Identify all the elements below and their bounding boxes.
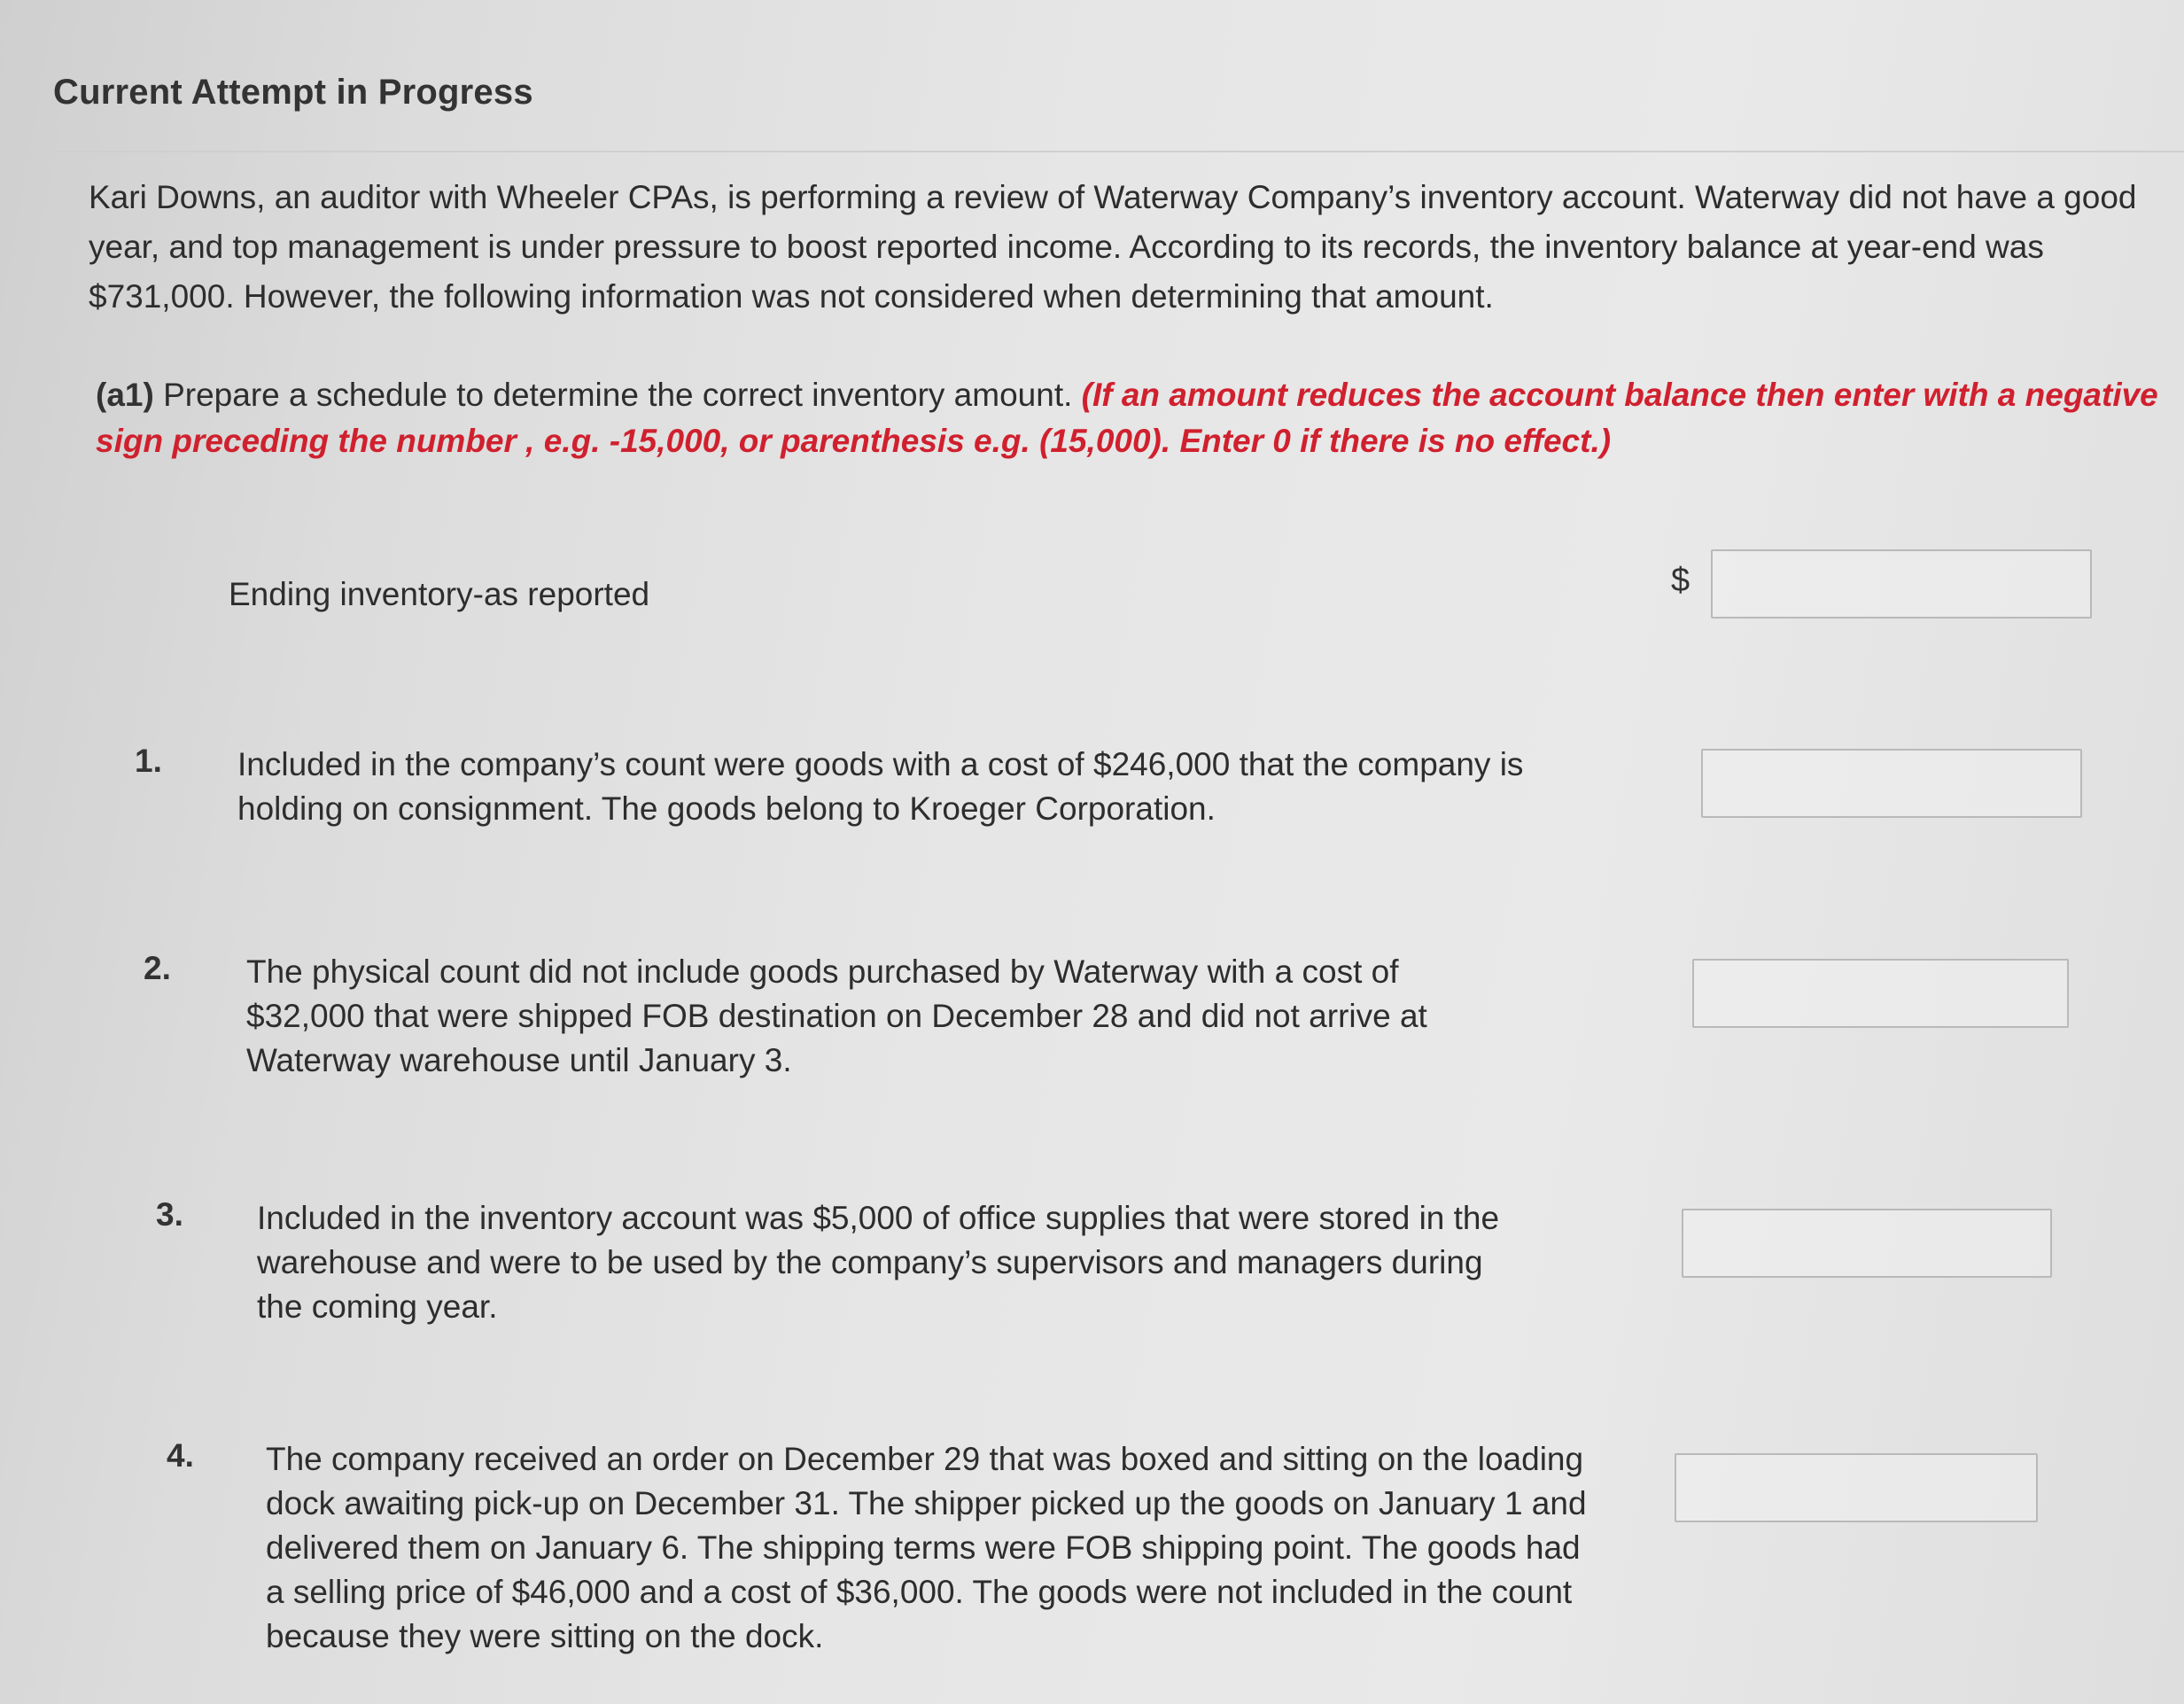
item-text: Included in the inventory account was $5,000 of office supplies that were stored in the warehouse and were to be used by the company’s supervisors and managers during the coming year. (257, 1200, 1500, 1325)
part-instructions (96, 372, 2160, 464)
item-text: Included in the company’s count were goods with a cost of $246,000 that the company is holding on consignment. The goods belong to Kroeger Corporation. (237, 746, 1524, 827)
item-text: The physical count did not include goods purchased by Waterway with a cost of $32,000 that were shipped FOB destination on December 28 and did not arrive at Waterway warehouse until January 3. (246, 953, 1427, 1078)
item-text: The company received an order on December 29 that was boxed and sitting on the loading dock awaiting pick-up on December 31. The shipper picked up the goods on January 1 and delivered them on January 6. The shipping terms were FOB shipping point. The goods had a selling price of $46,000 and a cost of $36,000. The goods were not included in the count because they were sitting on the dock. (266, 1441, 1587, 1654)
item-4-amount-input[interactable] (1675, 1453, 2038, 1522)
part-text: Prepare a schedule to determine the correct inventory amount. (163, 377, 1073, 413)
currency-symbol: $ (1671, 562, 1690, 599)
header-divider (53, 151, 2184, 152)
reported-amount-input[interactable] (1711, 549, 2092, 619)
item-number: 1. (135, 743, 162, 779)
page-title: Current Attempt in Progress (53, 73, 533, 112)
item-number: 4. (167, 1437, 194, 1474)
part-label: (a1) (96, 377, 154, 413)
item-3-amount-input[interactable] (1682, 1209, 2052, 1278)
item-2-amount-input[interactable] (1692, 959, 2069, 1028)
part-note: (If an amount reduces the account balance then enter with a negative sign preceding the number , e.g. -15,000, or parenthesis e.g. (15,000). Enter 0 if there is no effect.) (96, 377, 2158, 459)
item-number: 3. (156, 1196, 183, 1233)
item-1-amount-input[interactable] (1701, 749, 2082, 818)
item-number: 2. (144, 950, 171, 986)
problem-intro: Kari Downs, an auditor with Wheeler CPAs, is performing a review of Waterway Company’s inventory account. Waterway did not have a good year, and top management is under pressure to boost reported income. According to its records, the inventory balance at year-end was $731,000. However, the following information was not considered when determining that amount. (89, 179, 2137, 315)
reported-label: Ending inventory-as reported (229, 576, 650, 612)
